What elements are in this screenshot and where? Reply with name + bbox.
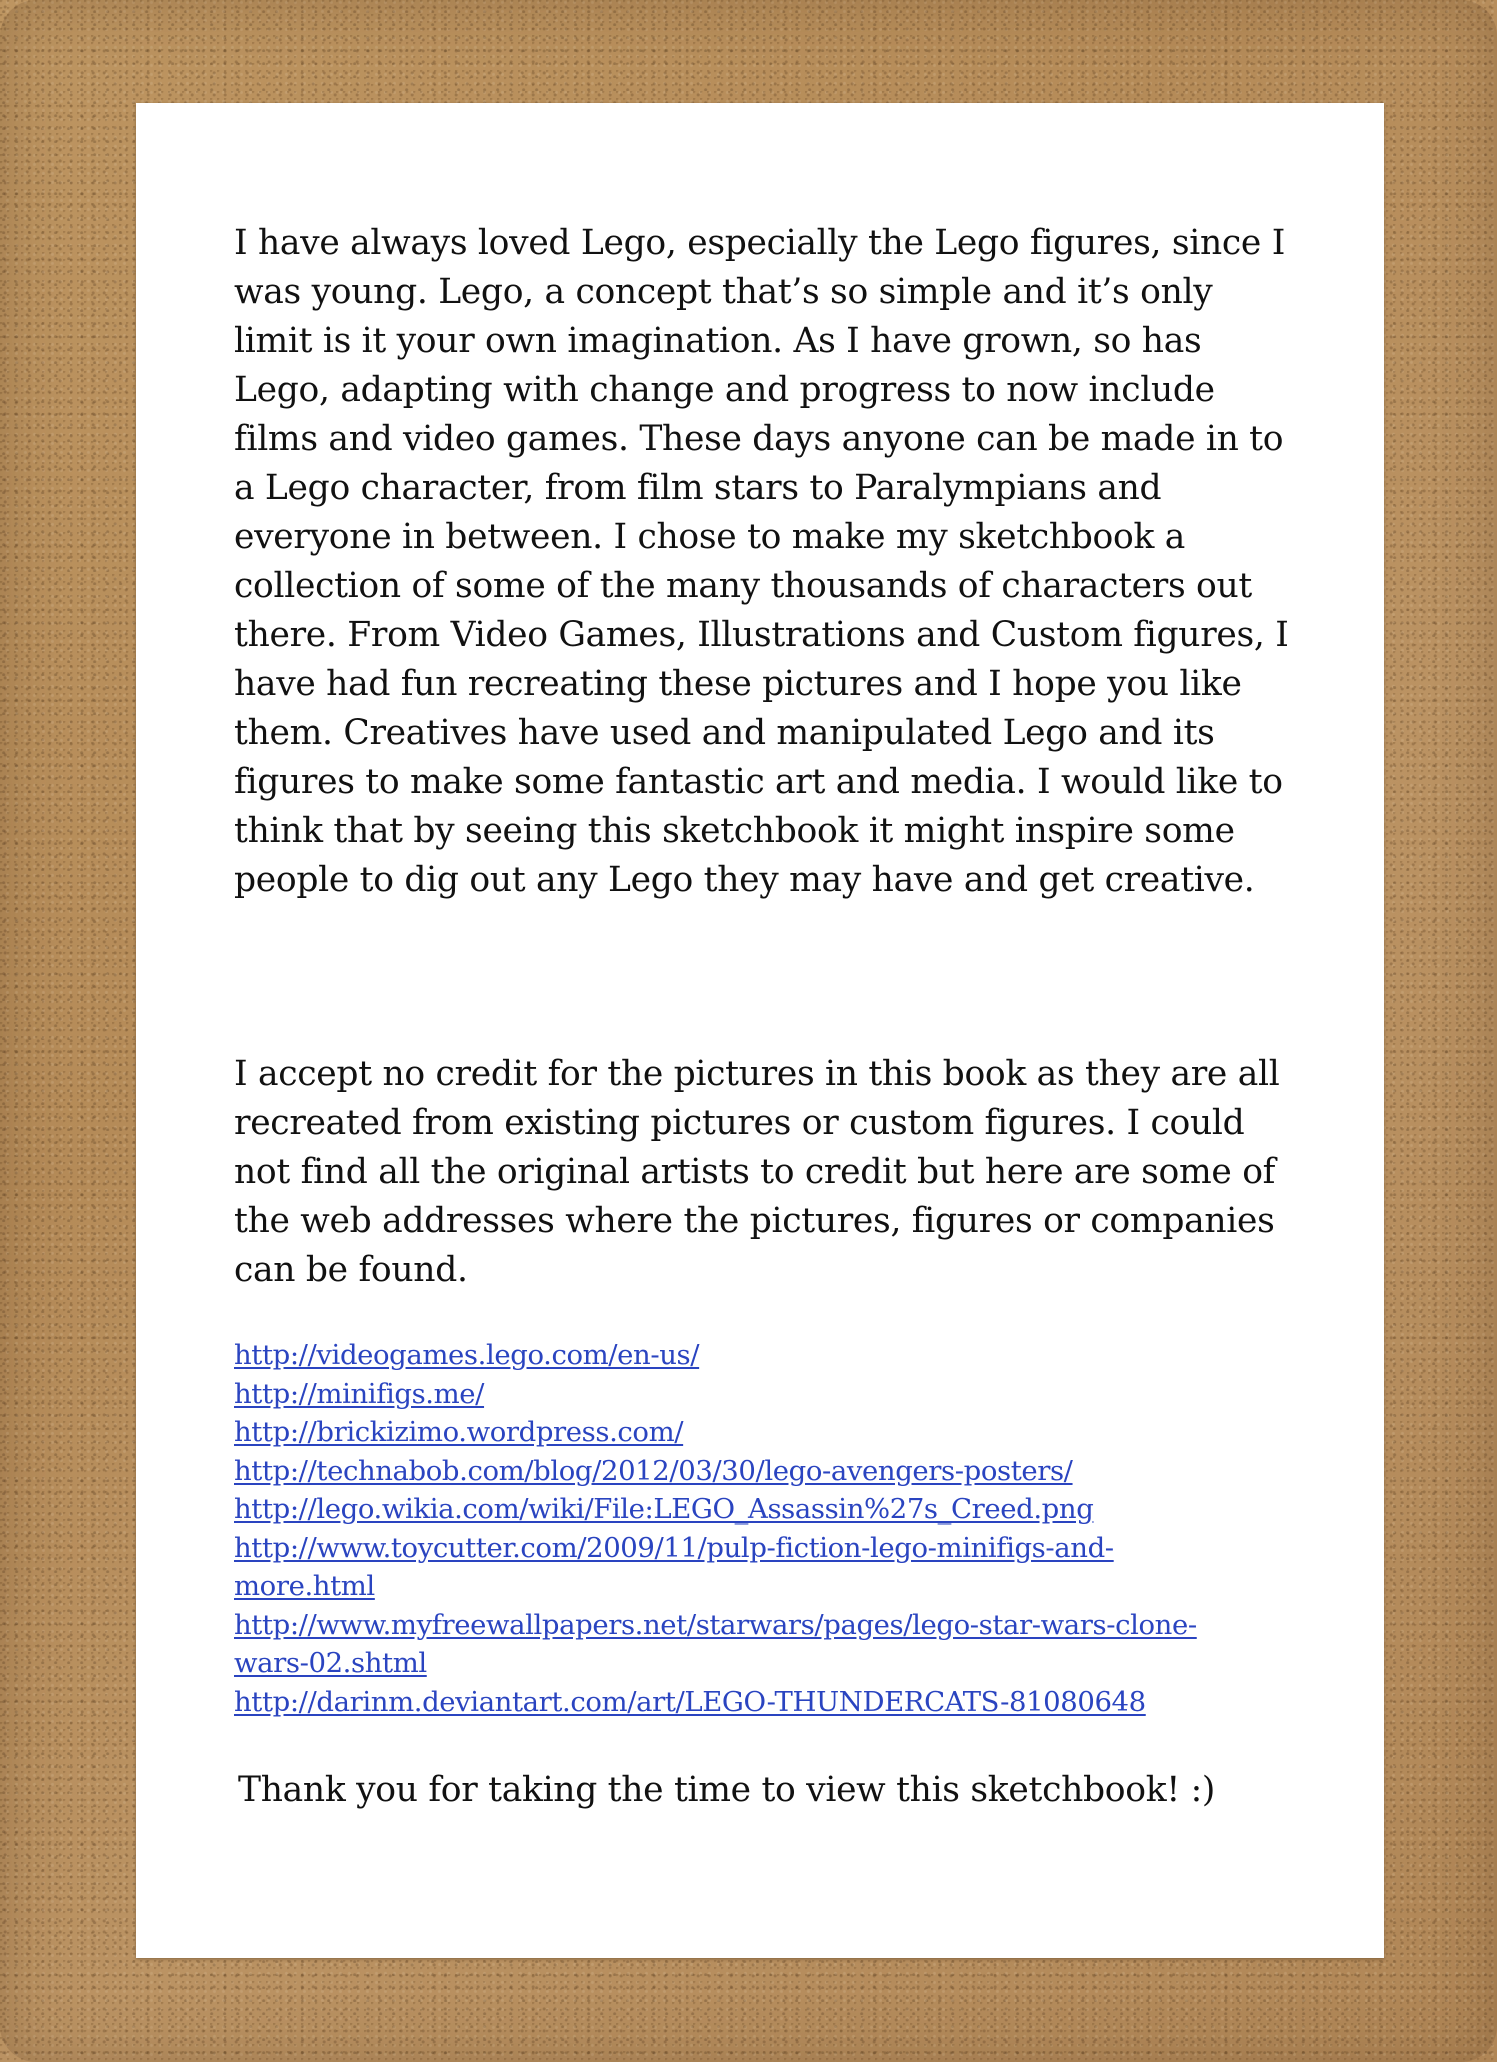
- link-item: [234, 1452, 1254, 1491]
- link-item: [234, 1336, 1254, 1375]
- link-brickizimo[interactable]: http://brickizimo.wordpress.com/: [234, 1416, 684, 1448]
- link-technabob[interactable]: http://technabob.com/blog/2012/03/30/lego-avengers-posters/: [234, 1454, 1073, 1487]
- paper-sheet: [136, 103, 1384, 1958]
- link-list: [234, 1336, 1254, 1721]
- link-item: [234, 1606, 1254, 1683]
- link-minifigs[interactable]: http://minifigs.me/: [234, 1377, 485, 1410]
- link-videogames-lego[interactable]: http://videogames.lego.com/en-us/: [234, 1339, 700, 1371]
- link-toycutter[interactable]: http://www.toycutter.com/2009/11/pulp-fiction-lego-minifigs-and-more.html: [234, 1531, 1114, 1602]
- link-darinm-deviantart[interactable]: http://darinm.deviantart.com/art/LEGO-THUNDERCATS-81080648: [234, 1685, 1146, 1718]
- credits-paragraph: I accept no credit for the pictures in this book as they are all recreated from existing pictures or custom figures. I could not find all the original artists to credit but here are some of the web addresses where the pictures, figures or companies can be found.: [234, 1054, 1280, 1290]
- intro-paragraph: I have always loved Lego, especially the Lego figures, since I was young. Lego, a concept that’s so simple and it’s only limit is it your own imagination. As I have grown, so has Lego, adapting with change and progress to now include films and video games. These days anyone can be made in to a Lego character, from film stars to Paralympians and everyone in between. I chose to make my sketchbook a collection of some of the many thousands of characters out there. From Video Games, Illustrations and Custom figures, I have had fun recreating these pictures and I hope you like them. Creatives have used and manipulated Lego and its figures to make some fantastic art and media. I would like to think that by seeing this sketchbook it might inspire some people to dig out any Lego they may have and get creative.: [234, 223, 1289, 900]
- link-myfreewallpapers[interactable]: http://www.myfreewallpapers.net/starwars/pages/lego-star-wars-clone-wars-02.shtml: [234, 1608, 1197, 1679]
- link-item: [234, 1413, 1254, 1452]
- link-item: [234, 1529, 1254, 1606]
- link-item: [234, 1490, 1254, 1529]
- link-item: [234, 1375, 1254, 1414]
- link-item: [234, 1683, 1254, 1722]
- closing-line: Thank you for taking the time to view this sketchbook! :): [238, 1770, 1216, 1810]
- link-lego-wikia[interactable]: http://lego.wikia.com/wiki/File:LEGO_Assassin%27s_Creed.png: [234, 1493, 1094, 1525]
